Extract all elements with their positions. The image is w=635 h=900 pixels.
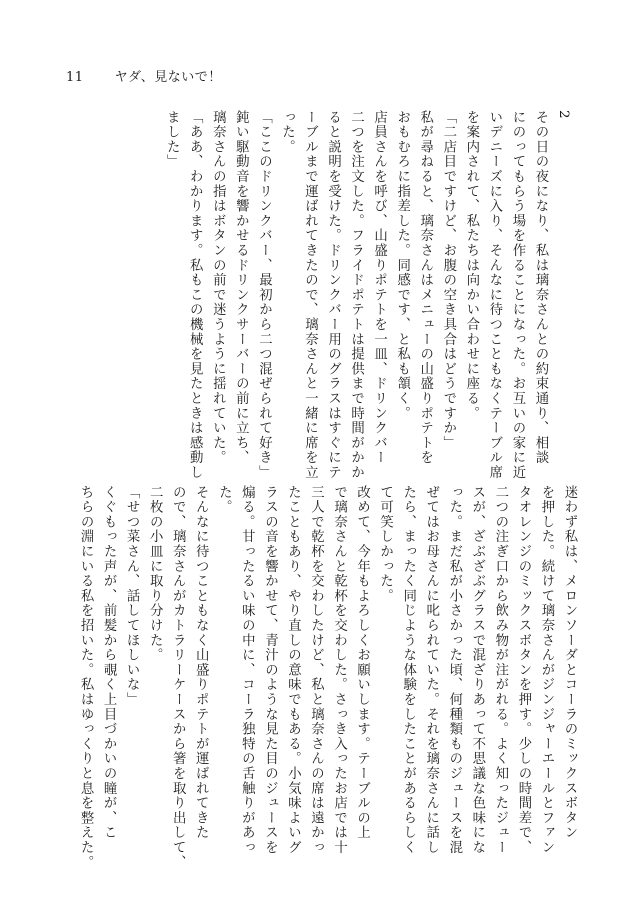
text-line: 璃奈さんの指はボタンの前で迷うように揺れていた。	[210, 110, 226, 466]
text-line: 改めて、今年もよろしくお願いします。テーブルの上	[354, 485, 370, 841]
text-line: 鈍い駆動音を響かせるドリンクサーバーの前に立ち、	[233, 110, 249, 466]
upper-text-block	[160, 110, 575, 480]
text-line: たら、まったく同じような体験をしたことがあるらしく	[400, 485, 416, 855]
text-line: ので、璃奈さんがカトラリーケースから箸を取り出して、	[170, 485, 186, 870]
text-line: で璃奈さんと乾杯を交わした。さっき入ったお店では十	[331, 485, 347, 855]
text-line: ラスの音を響かせて、青汁のような見た目のジュースを	[262, 485, 278, 855]
text-line: ました」	[164, 110, 180, 170]
text-line: くぐもった声が、前髪から覗く上目づかいの瞳が、こ	[101, 485, 117, 841]
text-line: 私が尋ねると、璃奈さんはメニューの山盛りポテトを	[417, 110, 433, 466]
text-line: ると説明を受けた。ドリンクバー用のグラスはすぐにテ	[325, 110, 341, 480]
running-title: ヤダ、見ないで！	[114, 70, 222, 85]
text-line: タオレンジのミックスボタンを押す。少しの時間差で、	[515, 485, 531, 855]
text-line: たこともあり、やり直しの意味でもある。小気味よいグ	[285, 485, 301, 855]
section-number: 2	[556, 110, 571, 120]
page-header	[66, 66, 222, 85]
text-line: った。まだ私が小さかった頃、何種類ものジュースを混	[446, 485, 462, 855]
text-line: 「せつ菜さん、話してほしいな」	[124, 485, 140, 707]
text-line: 煽る。甘ったるい味の中に、コーラ独特の舌触りがあっ	[239, 485, 255, 855]
text-line: そんなに待つこともなく山盛りポテトが運ばれてきた	[193, 485, 209, 841]
text-line: 店員さんを呼び、山盛りポテトを一皿、ドリンクバー	[371, 110, 387, 466]
text-line: 「ここのドリンクバー、最初から二つ混ぜられて好き」	[256, 110, 272, 480]
text-line: 三人で乾杯を交わしたけど、私と璃奈さんの席は遠かっ	[308, 485, 324, 855]
text-line: にのってもらう場を作ることになった。お互いの家に近	[509, 110, 525, 480]
text-line: 「二店目ですけど、お腹の空き具合はどうですか」	[440, 110, 456, 451]
text-line: 二枚の小皿に取り分けた。	[147, 485, 163, 663]
text-line: 迷わず私は、メロンソーダとコーラのミックスボタン	[562, 485, 577, 841]
text-line: その日の夜になり、私は璃奈さんとの約束通り、相談	[532, 110, 548, 466]
text-line: おもむろに指差した。同感です、と私も頷く。	[394, 110, 410, 421]
text-line: 「ああ、わかります。私もこの機械を見たときは感動し	[187, 110, 203, 480]
text-line: た。	[216, 485, 232, 515]
lower-text-block	[74, 485, 581, 870]
page-number: 11	[66, 70, 84, 85]
text-line: て可笑しかった。	[377, 485, 393, 604]
text-line: ちらの淵にいる私を招いた。私はゆっくりと息を整えた。	[78, 485, 94, 870]
text-line: いデニーズに入り、そんなに待つこともなくテーブル席	[486, 110, 502, 480]
text-line: 二つの注ぎ口から飲み物が注がれる。よく知ったジュー	[492, 485, 508, 855]
text-line: を案内されて、私たちは向かい合わせに座る。	[463, 110, 479, 421]
text-line: ーブルまで運ばれてきたので、璃奈さんと一緒に席を立	[302, 110, 318, 480]
text-line: を押した。続けて璃奈さんがジンジャーエールとファン	[538, 485, 554, 855]
text-line: ぜてはお母さんに叱られていた。それを璃奈さんに話し	[423, 485, 439, 855]
text-line: った。	[279, 110, 295, 155]
text-line: 二つを注文した。フライドポテトは提供まで時間がかか	[348, 110, 364, 480]
text-line: スが、ざぶざぶグラスで混ざりあって不思議な色味にな	[469, 485, 485, 855]
